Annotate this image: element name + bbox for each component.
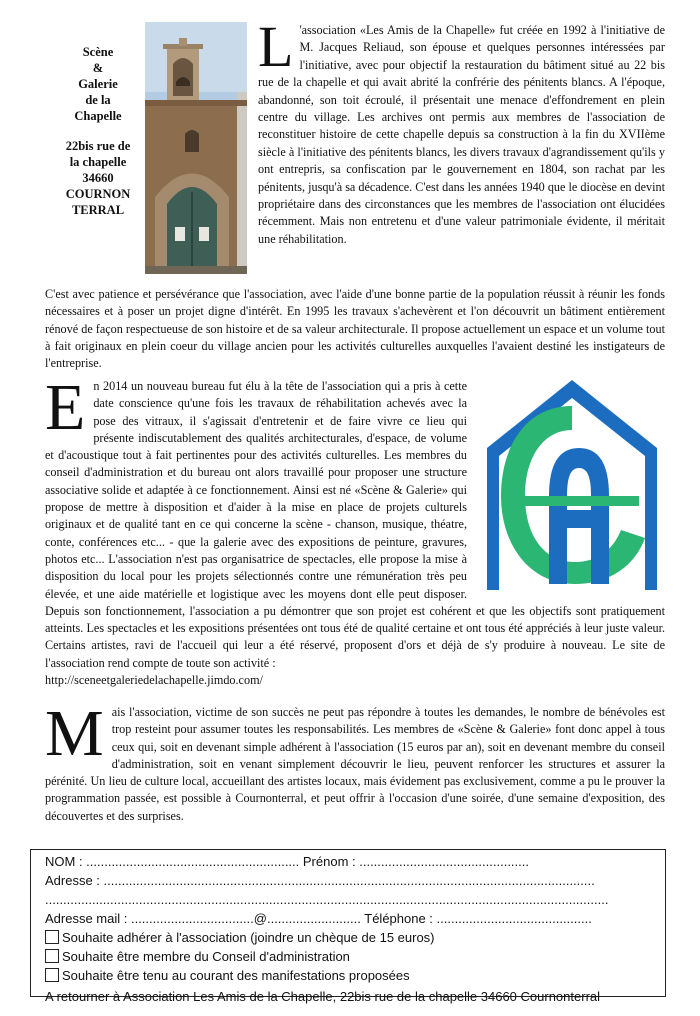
membership-form	[30, 849, 666, 1004]
email-phone-field[interactable]: Adresse mail : ..................................@.......................... Téléphone : ...........................................	[45, 911, 592, 926]
title-line: Galerie	[78, 77, 118, 91]
address-line: COURNON	[65, 187, 131, 201]
checkbox-label: Souhaite être membre du Conseil d'administration	[62, 949, 350, 964]
paragraph: C'est avec patience et persévérance que l'association, avec l'aide d'une bonne partie de la population réussit à réunir les fonds nécessaires et à poser un projet digne d'intérêt. En 1995 les travaux s'achevèrent et l'on découvrit un bâtiment entièrement rénové de façon respectueuse de son histoire et de sa valeur architecturale. Il propose actuellement un espace et un volume tout à fait originaux en plein coeur du village ancien pour les activités culturelles auxquelles l'avaient destiné les instigateurs de l'entreprise.	[45, 287, 665, 371]
return-address: A retourner à Association Les Amis de la Chapelle, 22bis rue de la chapelle 34660 Cournonterral	[45, 989, 601, 1004]
name-field[interactable]: NOM : ........................................................... Prénom : ...............................................	[45, 854, 529, 869]
address-field[interactable]: Adresse : ........................................................................................................................................	[45, 873, 595, 888]
paragraph	[45, 697, 665, 825]
address-line: TERRAL	[71, 203, 125, 217]
address-line: 34660	[82, 171, 114, 185]
intro-text: 'association «Les Amis de la Chapelle» fut créée en 1992 à l'initiative de M. Jacques Reliaud, son épouse et quelques personnes intéressées par l'initiative, avec pour objectif la restauration du bâtiment situé au 22 bis rue de la chapelle et qui avait abrité la confrérie des pénitents blancs. A l'époque, abandonné, son toit écroulé, il présentait une menace d'effondrement en plein centre du village. Les archives ont permis aux membres de l'association de reconstituer histoire de cette chapelle depuis sa construction à la fin du XVIIème siècle à l'initiative des pénitents blancs, les divers travaux d'agrandissement qu'ils y ont entrepris, sa confiscation par le gouvernement en 1804, son rachat par les pénitents, jusqu'à sa décadence. C'est dans les années 1940 que le diocèse en devint propriétaire dans des circonstances que les membres de l'association ont élucidées récemment. Mais non entretenu et d'une valeur patrimoniale évidente, il méritait une réhabilitation.	[258, 23, 665, 246]
address-field-2[interactable]: ............................................................................................................................................................	[45, 892, 609, 907]
drop-cap: L	[258, 14, 294, 79]
checkbox[interactable]	[45, 930, 59, 944]
paragraph-text: ais l'association, victime de son succès ne peut pas répondre à toutes les demandes, le nombre de bénévoles est trop resteint pour assumer toutes les responsabilités. Les membres de «Scène & Galerie» font donc appel à tous ceux qui, soit en devenant simple adhérent à l'association (15 euros par an), soit en devenant membre du conseil d'administration, soit en venant simplement découvrir le lieu, peuvent renforcer les structures et assurer la pérénité. Un lieu de culture local, accueillant des artistes locaux, mais évidement pas exclusivement, comme a pu le prouver la programmation passée, est possible à Cournonterral, et peut offrir à l'occasion d'une soirée, d'une semaine d'exposition, des découvertes et des surprises.	[45, 705, 665, 823]
title-line: de la	[85, 93, 111, 107]
checkbox-label: Souhaite adhérer à l'association (joindre un chèque de 15 euros)	[62, 930, 435, 945]
drop-cap: M	[45, 697, 104, 770]
chapel-photo	[145, 22, 247, 274]
checkbox-row[interactable]	[45, 966, 665, 985]
checkbox[interactable]	[45, 968, 59, 982]
intro-paragraph	[258, 14, 665, 248]
drop-cap: E	[45, 371, 86, 444]
paragraph-text: n 2014 un nouveau bureau fut élu à la tête de l'association qui a pris à cette date conscience qu'une fois les travaux de réhabilitation achevés avec la pose des vitraux, il s'agissait d'entretenir et de faire vivre ce lieu qui présente indiscutablement des qualités architecturales, d'espace, de volume et d'acoustique tout à fait pertinentes pour des activités culturelles. Les membres du conseil d'administration et du bureau ont alors travaillé pour proposer une structure associative solide et adaptée à ce fonctionnement. Ainsi est né «Scène & Galerie» qui propose de mettre à disposition et d'aider à la mise en place de projets culturels originaux et de qualité tant en ce qui concerne la scène - chanson, musique, théatre, conte, conférences etc... - que la galerie avec des expositions de peinture, gravures, photos etc... L'association n'est pas organisatrice de spectacles, elle propose la mise à disposition du local pour les projets sélectionnés contre une rémunération très peu élevée, et une aide matérielle et logistique avec les moyens dont elle peut disposer. Depuis son fonctionnement, l'association a pu démontrer que son projet est cohérent et que les objectifs sont pratiquement atteints. Les spectacles et les expositions présentées ont tous été de qualité certaine et ont tous été appréciés à leur juste valeur. Certains artistes, ravi de l'accueil qui leur a été réservé, proposent d'ors et déjà de s'y produire à nouveau. Le site de l'association rend compte de toute son activité :	[45, 379, 665, 670]
address-line: 22bis rue de	[65, 139, 131, 153]
chapel-logo	[479, 378, 665, 590]
checkbox-label: Souhaite être tenu au courant des manifestations proposées	[62, 968, 410, 983]
title-line: &	[92, 61, 104, 75]
website-link[interactable]: http://sceneetgaleriedelachapelle.jimdo.com/	[45, 673, 263, 688]
sidebar-title	[60, 44, 136, 218]
title-line: Scène	[82, 45, 114, 59]
paragraph	[45, 371, 665, 689]
title-line: Chapelle	[74, 109, 122, 123]
address-line: la chapelle	[69, 155, 127, 169]
checkbox-row[interactable]	[45, 928, 665, 947]
checkbox-row[interactable]	[45, 947, 665, 966]
checkbox[interactable]	[45, 949, 59, 963]
